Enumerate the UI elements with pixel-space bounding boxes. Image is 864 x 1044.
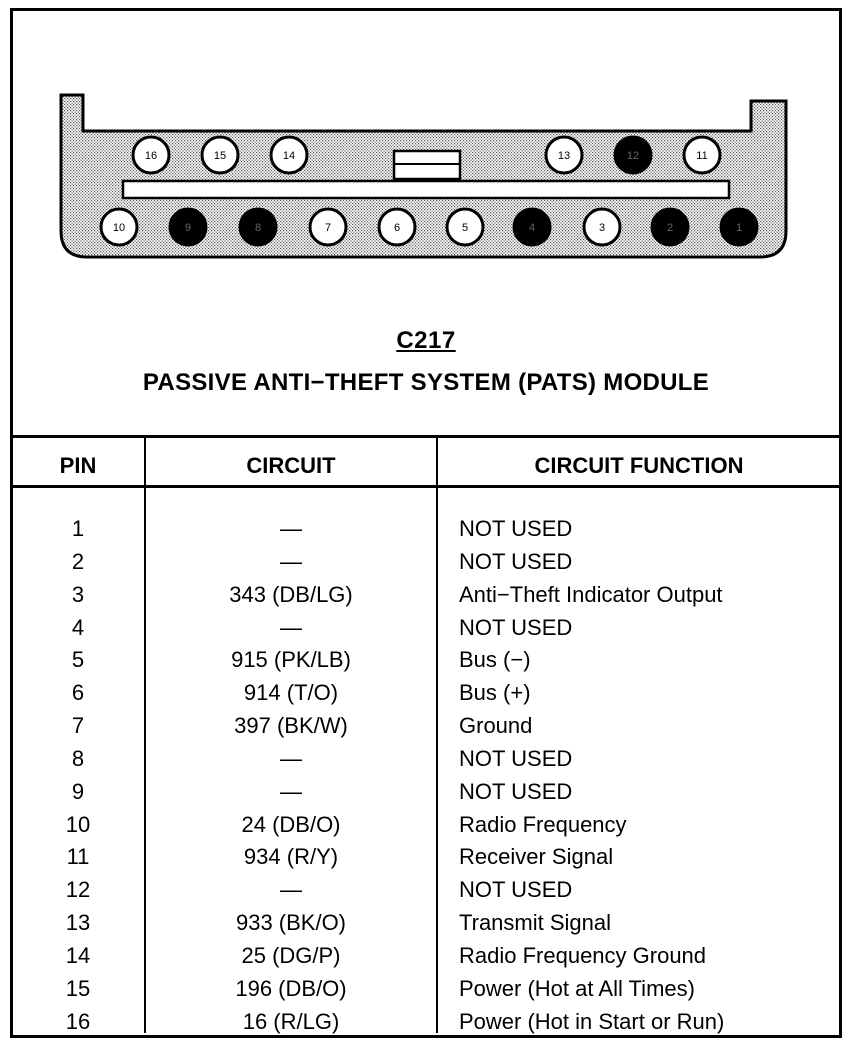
pin-label: 11 <box>696 150 708 162</box>
table-row <box>13 907 839 940</box>
function-cell: Power (Hot at All Times) <box>459 975 695 1001</box>
function-cell: NOT USED <box>459 516 573 541</box>
pin-label: 2 <box>666 222 674 234</box>
connector-pin-4 <box>514 209 550 245</box>
function-cell: Anti−Theft Indicator Output <box>459 581 723 607</box>
header-pin: PIN <box>59 453 97 478</box>
table-row <box>13 776 839 809</box>
connector-id: C217 <box>396 327 456 354</box>
circuit-cell: 343 (DB/LG) <box>229 581 353 607</box>
pin-cell: 11 <box>66 844 90 870</box>
table-row <box>13 1006 839 1039</box>
pin-cell: 8 <box>71 745 85 771</box>
pin-cell: 15 <box>65 975 91 1001</box>
connector-pin-16 <box>133 137 169 173</box>
table-row <box>13 973 839 1006</box>
table-row <box>13 612 839 645</box>
circuit-cell: 25 (DG/P) <box>241 942 341 968</box>
connector-pin-9 <box>170 209 206 245</box>
connector-pin-7 <box>310 209 346 245</box>
circuit-cell: — <box>280 877 302 903</box>
table-row <box>13 644 839 677</box>
function-cell: Receiver Signal <box>459 844 614 870</box>
circuit-cell: 16 (R/LG) <box>242 1008 340 1034</box>
table-row <box>13 710 839 743</box>
circuit-cell: 397 (BK/W) <box>234 713 348 739</box>
module-title: PASSIVE ANTI−THEFT SYSTEM (PATS) MODULE <box>142 369 710 396</box>
pin-label: 10 <box>112 222 126 234</box>
table-row <box>13 579 839 612</box>
pin-label: 6 <box>393 222 401 234</box>
pin-table <box>13 435 839 1035</box>
connector-pin-6 <box>379 209 415 245</box>
connector-pin-10 <box>101 209 137 245</box>
table-body <box>13 513 839 1039</box>
pin-cell: 10 <box>65 811 91 837</box>
circuit-cell: 24 (DB/O) <box>241 811 341 837</box>
table-row <box>13 809 839 842</box>
pin-cell: 1 <box>71 516 85 541</box>
circuit-cell: — <box>280 548 302 574</box>
connector-pin-11 <box>684 137 720 173</box>
connector-pin-2 <box>652 209 688 245</box>
table-row <box>13 841 839 874</box>
circuit-cell: — <box>280 516 302 541</box>
pin-label: 1 <box>735 222 743 234</box>
pin-cell: 13 <box>65 910 91 936</box>
function-cell: Ground <box>459 713 533 739</box>
table-header-rule <box>13 485 839 488</box>
pin-cell: 3 <box>71 581 85 607</box>
circuit-cell: 915 (PK/LB) <box>231 647 351 673</box>
function-cell: Bus (+) <box>459 680 531 706</box>
pin-cell: 12 <box>65 877 91 903</box>
pin-cell: 16 <box>65 1008 91 1034</box>
table-row <box>13 743 839 776</box>
pin-cell: 14 <box>65 942 91 968</box>
function-cell: Radio Frequency Ground <box>459 942 707 968</box>
circuit-cell: 914 (T/O) <box>243 680 339 706</box>
pin-label: 14 <box>282 150 296 162</box>
pin-label: 5 <box>461 222 469 234</box>
pin-label: 7 <box>324 222 332 234</box>
connector-pin-12 <box>615 137 651 173</box>
function-cell: NOT USED <box>459 614 573 640</box>
function-cell: Bus (−) <box>459 647 531 673</box>
pin-label: 9 <box>184 222 192 234</box>
pin-label: 13 <box>557 150 571 162</box>
pin-label: 12 <box>626 150 640 162</box>
pin-label: 4 <box>528 222 536 234</box>
circuit-cell: — <box>280 778 302 804</box>
header-circuit-function: CIRCUIT FUNCTION <box>534 453 744 478</box>
pin-label: 8 <box>254 222 262 234</box>
table-row <box>13 940 839 973</box>
circuit-cell: — <box>280 614 302 640</box>
function-cell: NOT USED <box>459 548 573 574</box>
diagram-frame <box>10 8 842 1038</box>
table-top-rule <box>13 435 839 438</box>
function-cell: Transmit Signal <box>459 910 612 936</box>
pin-label: 3 <box>598 222 606 234</box>
pin-cell: 4 <box>71 614 85 640</box>
pin-label: 16 <box>144 150 158 162</box>
table-row <box>13 513 839 546</box>
function-cell: NOT USED <box>459 745 573 771</box>
circuit-cell: 934 (R/Y) <box>243 844 339 870</box>
table-row <box>13 874 839 907</box>
pin-cell: 9 <box>71 778 85 804</box>
function-cell: NOT USED <box>459 877 573 903</box>
connector-pin-13 <box>546 137 582 173</box>
connector-pin-15 <box>202 137 238 173</box>
circuit-cell: 196 (DB/O) <box>235 975 347 1001</box>
function-cell: Radio Frequency <box>459 811 627 837</box>
pin-cell: 7 <box>71 713 85 739</box>
connector-pin-8 <box>240 209 276 245</box>
pin-cell: 5 <box>71 647 85 673</box>
pin-cell: 2 <box>71 548 85 574</box>
connector-pin-3 <box>584 209 620 245</box>
circuit-cell: 933 (BK/O) <box>235 910 347 936</box>
connector-pin-5 <box>447 209 483 245</box>
pin-cell: 6 <box>71 680 85 706</box>
header-circuit: CIRCUIT <box>246 453 336 478</box>
pin-label: 15 <box>213 150 227 162</box>
connector-center-bar <box>123 181 729 198</box>
table-row <box>13 546 839 579</box>
function-cell: NOT USED <box>459 778 573 804</box>
connector-pin-14 <box>271 137 307 173</box>
circuit-cell: — <box>280 745 302 771</box>
connector-pin-1 <box>721 209 757 245</box>
connector-diagram <box>13 11 839 311</box>
table-row <box>13 677 839 710</box>
function-cell: Power (Hot in Start or Run) <box>459 1008 725 1034</box>
